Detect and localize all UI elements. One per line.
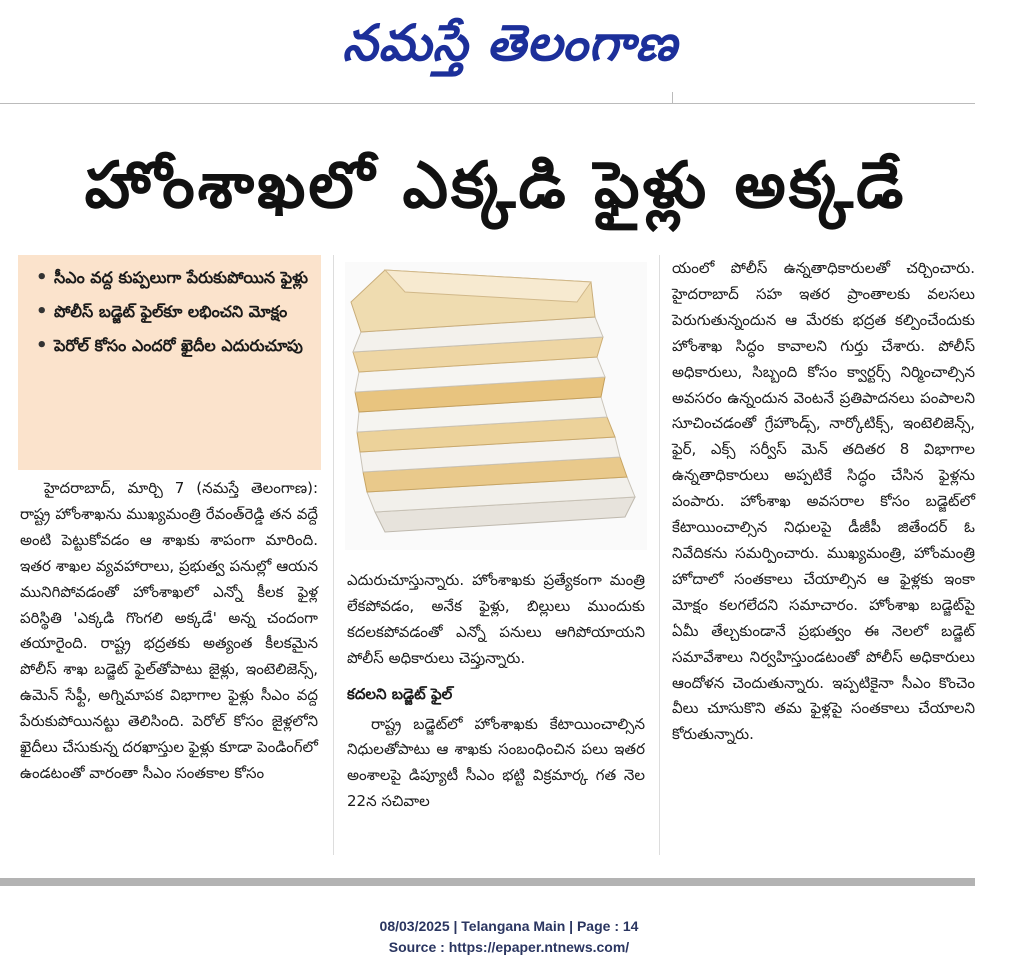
bullet-icon: •	[36, 335, 48, 356]
highlight-text: సీఎం వద్ద కుప్పలుగా పేరుకుపోయిన ఫైళ్లు	[54, 268, 309, 287]
column-divider	[659, 255, 660, 855]
newspaper-logo: నమస్తే తెలంగాణ	[342, 14, 678, 72]
article-column-1	[20, 476, 318, 787]
highlight-item	[32, 261, 321, 295]
highlight-item	[32, 295, 321, 329]
article-paragraph: ఎదురుచూస్తున్నారు. హోంశాఖకు ప్రత్యేకంగా మంత్రి లేకపోవడం, అనేక ఫైళ్లు, బిల్లులు ముందుకు కదలకపోవడంతో ఎన్నో పనులు ఆగిపోయాయని పోలీస్ అధికారులు చెప్తున్నారు.	[347, 571, 645, 667]
page-footer	[0, 916, 1018, 958]
highlight-text: పెరోల్ కోసం ఎందరో ఖైదీల ఎదురుచూపు	[54, 336, 303, 355]
column-divider	[333, 255, 334, 855]
article-column-3	[672, 256, 975, 748]
article-paragraph: యంలో పోలీస్ ఉన్నతాధికారులతో చర్చించారు. హైదరాబాద్ సహ ఇతర ప్రాంతాలకు వలసలు పెరుగుతున్నందున ఆ మేరకు భద్రత కల్పించేందుకు హోంశాఖ సిద్ధం కావాలని గుర్తు చేశారు. పోలీస్ అధికారులు, సిబ్బంది కోసం క్వార్టర్స్ నిర్మించాల్సిన అవసరం ఉన్నందున వెంటనే ప్రతిపాదనలు పంపాలని సూచించడంతో గ్రేహౌండ్స్, నార్కోటిక్స్, ఇంటెలిజెన్స్, ఫైర్, ఎక్స్ సర్వీస్ మెన్ తదితర 8 విభాగాల ఉన్నతాధికారులు అప్పటికే సిద్ధం చేసిన ఫైళ్లను పంపారు. హోంశాఖ అవసరాల కోసం బడ్జెట్‌లో కేటాయించాల్సిన నిధులపై డీజీపీ జితేందర్ ఓ నివేదికను సమర్పించారు. ముఖ్యమంత్రి, హోంమంత్రి హోదాలో సంతకాలు చేయాల్సిన ఆ ఫైళ్లకు ఇంకా మోక్షం కలగలేదని సమాచారం. హోంశాఖ బడ్జెట్‌పై ఏమీ తేల్చకుండానే ప్రభుత్వం ఈ నెలలో బడ్జెట్ సమావేశాలు నిర్వహిస్తుండటంతో పోలీస్ అధికారులు ఆందోళన చెందుతున్నారు. ఇప్పటికైనా సీఎం కొంచెం వీలు చూసుకొని తమ ఫైళ్లపై సంతకాలు చేయాలని కోరుతున్నారు.	[672, 259, 975, 744]
masthead	[0, 0, 1018, 100]
highlight-text: పోలీస్ బడ్జెట్ ఫైల్‌కూ లభించని మోక్షం	[54, 302, 288, 321]
highlights-box	[18, 255, 321, 470]
article-column-2	[347, 568, 645, 815]
bullet-icon: •	[36, 267, 48, 288]
article-headline: హోంశాఖలో ఎక్కడి ఫైళ్లు అక్కడే	[84, 149, 907, 223]
edition-info: 08/03/2025 | Telangana Main | Page : 14	[379, 918, 639, 934]
section-subheading: కదలని బడ్జెట్ ఫైల్	[347, 684, 453, 703]
article-paragraph: రాష్ట్ర బడ్జెట్‌లో హోంశాఖకు కేటాయించాల్సిన నిధులతోపాటు ఆ శాఖకు సంబంధించిన పలు ఇతర అంశాలపై డిప్యూటీ సీఎం భట్టి విక్రమార్క గత నెల 22న సచివాల	[347, 714, 645, 811]
paper-stack-illustration	[345, 262, 647, 550]
bottom-rule	[0, 878, 975, 886]
article-paragraph: హైదరాబాద్, మార్చి 7 (నమస్తే తెలంగాణ): రాష్ట్ర హోంశాఖను ముఖ్యమంత్రి రేవంత్‌రెడ్డి తన వద్దే అంటి పెట్టుకోవడం ఆ శాఖకు శాపంగా మారింది. ఇతర శాఖల వ్యవహారాలు, ప్రభుత్వ పనుల్లో ఆయన మునిగిపోవడంతో హోంశాఖలో ఎన్నో కీలక ఫైళ్ల పరిస్థితి 'ఎక్కడి గొంగలి అక్కడే' అన్న చందంగా తయారైంది. రాష్ట్ర భద్రతకు అత్యంత కీలకమైన పోలీస్ శాఖ బడ్జెట్ ఫైల్‌తోపాటు జైళ్లు, ఇంటెలిజెన్స్, ఉమెన్ సేఫ్టీ, అగ్నిమాపక విభాగాల ఫైళ్లు సీఎం వద్ద పేరుకుపోయినట్టు తెలిసింది. పెరోల్ కోసం జైళ్లలోని ఖైదీలు చేసుకున్న దరఖాస్తుల ఫైళ్లు కూడా పెండింగ్‌లో ఉండటంతో వారంతా సీఎం సంతకాల కోసం	[20, 479, 318, 782]
files-stack-photo	[345, 262, 647, 550]
divider	[0, 103, 975, 104]
bullet-icon: •	[36, 301, 48, 322]
source-link[interactable]: Source : https://epaper.ntnews.com/	[388, 939, 630, 955]
highlight-item	[32, 329, 321, 363]
